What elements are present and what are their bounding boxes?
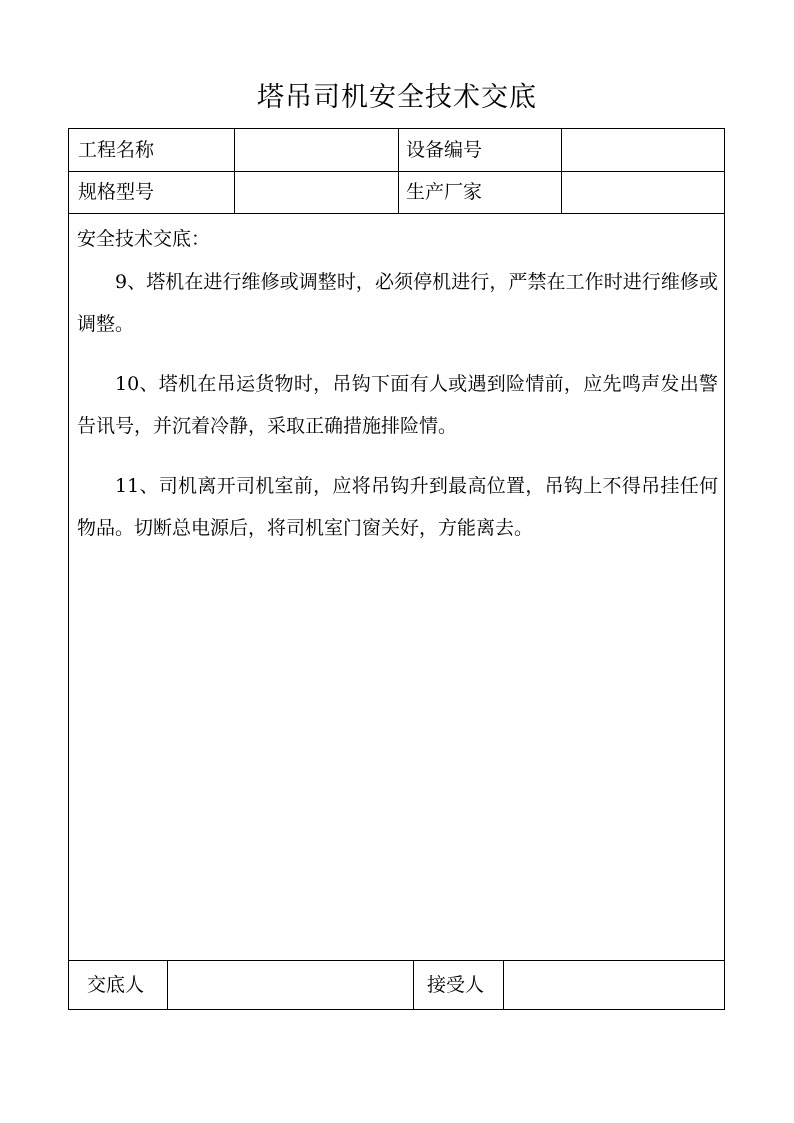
col-divider-1: [234, 129, 235, 213]
col-divider-2: [398, 129, 399, 213]
sig-divider-2: [413, 960, 414, 1010]
sig-divider-1: [167, 960, 168, 1010]
disclosure-paragraph-10: 10、塔机在吊运货物时，吊钩下面有人或遇到险情前，应先鸣声发出警告讯号，并沉着冷静，采取正确措施排险情。: [77, 373, 718, 437]
disclosure-paragraph-11: 11、司机离开司机室前，应将吊钩升到最高位置，吊钩上不得吊挂任何物品。切断总电源后，将司机室门窗关好，方能离去。: [77, 475, 718, 539]
model-spec-label: 规格型号: [78, 181, 155, 203]
row-divider-1: [69, 171, 724, 172]
sig-divider-3: [503, 960, 504, 1010]
receiver-label: 接受人: [427, 974, 485, 996]
disclosure-intro: 安全技术交底：: [77, 228, 211, 250]
col-divider-3: [561, 129, 562, 213]
row-divider-2: [69, 213, 724, 214]
equipment-number-label: 设备编号: [406, 139, 483, 161]
disclosure-form-table: [68, 128, 725, 1010]
document-title: 塔吊司机安全技术交底: [257, 82, 537, 113]
safety-disclosure-content: [77, 227, 718, 567]
disclosure-giver-label: 交底人: [87, 974, 145, 996]
project-name-label: 工程名称: [78, 139, 155, 161]
manufacturer-label: 生产厂家: [406, 181, 483, 203]
disclosure-paragraph-9: 9、塔机在进行维修或调整时，必须停机进行，严禁在工作时进行维修或调整。: [77, 271, 718, 335]
